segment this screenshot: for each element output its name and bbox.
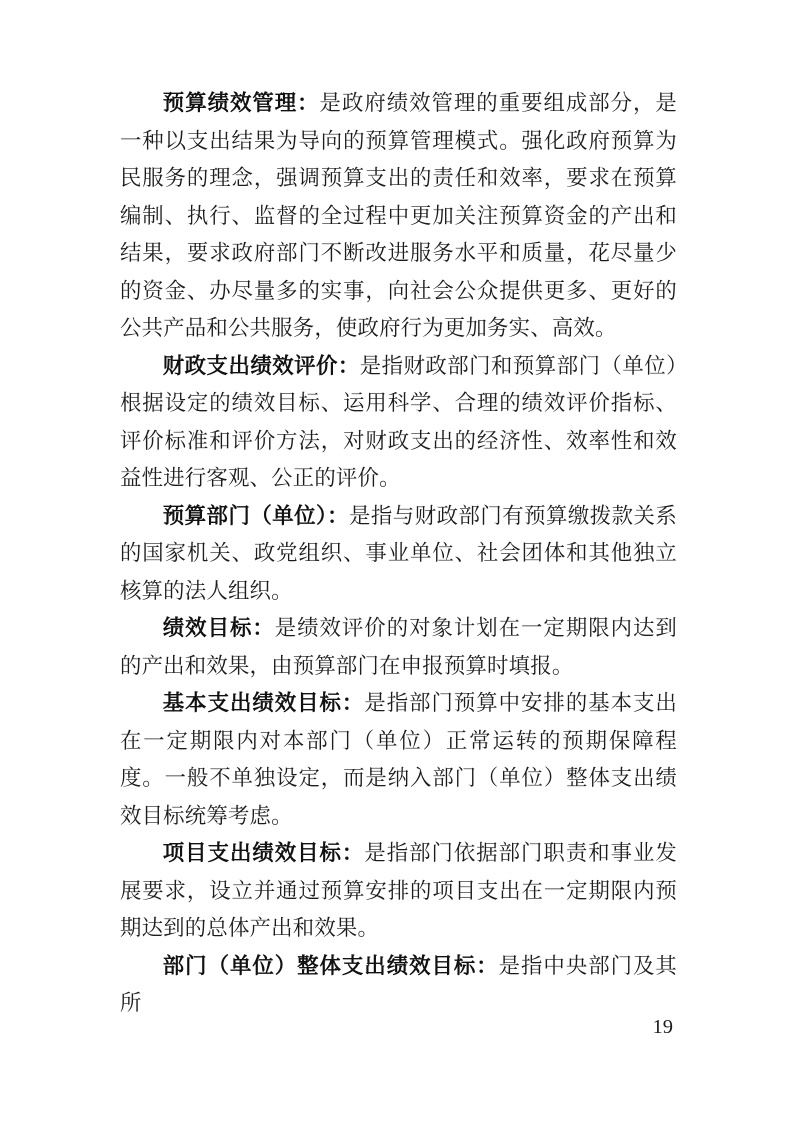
glossary-paragraph [120, 85, 677, 348]
term-definition: 是政府绩效管理的重要组成部分，是一种以支出结果为导向的预算管理模式。强化政府预算为民服务的理念，强调预算支出的责任和效率，要求在预算编制、执行、监督的全过程中更加关注预算资金的产出和结果，要求政府部门不断改进服务水平和质量，花尽量少的资金、办尽量多的实事，向社会公众提供更多、更好的公共产品和公共服务，使政府行为更加务实、高效。 [120, 91, 678, 340]
term-label: 基本支出绩效目标： [162, 691, 365, 715]
term-definition: 是指中央部门及其所 [120, 953, 677, 1015]
glossary-paragraph [120, 685, 677, 835]
term-definition: 是指财政部门和预算部门（单位）根据设定的绩效目标、运用科学、合理的绩效评价指标、评价标准和评价方法，对财政支出的经济性、效率性和效益性进行客观、公正的评价。 [120, 353, 677, 490]
term-definition: 是指与财政部门有预算缴拨款关系的国家机关、政党组织、事业单位、社会团体和其他独立核算的法人组织。 [120, 503, 677, 603]
glossary-paragraph [120, 610, 677, 685]
glossary-paragraph [120, 498, 677, 611]
glossary-paragraph [120, 348, 677, 498]
term-label: 部门（单位）整体支出绩效目标： [162, 953, 499, 978]
term-label: 预算绩效管理： [162, 91, 320, 115]
page-number: 19 [652, 1016, 673, 1038]
term-label: 预算部门（单位）： [162, 503, 350, 528]
term-label: 财政支出绩效评价： [162, 353, 360, 378]
glossary-paragraph [120, 948, 677, 1023]
glossary-text-block [120, 85, 677, 1023]
term-label: 绩效目标： [162, 616, 275, 640]
term-definition: 是绩效评价的对象计划在一定期限内达到的产出和效果，由预算部门在申报预算时填报。 [120, 616, 677, 678]
term-label: 项目支出绩效目标： [162, 841, 365, 865]
term-definition: 是指部门预算中安排的基本支出在一定期限内对本部门（单位）正常运转的预期保障程度。一般不单独设定，而是纳入部门（单位）整体支出绩效目标统筹考虑。 [120, 691, 677, 828]
term-definition: 是指部门依据部门职责和事业发展要求，设立并通过预算安排的项目支出在一定期限内预期达到的总体产出和效果。 [120, 841, 677, 940]
glossary-paragraph [120, 835, 677, 948]
